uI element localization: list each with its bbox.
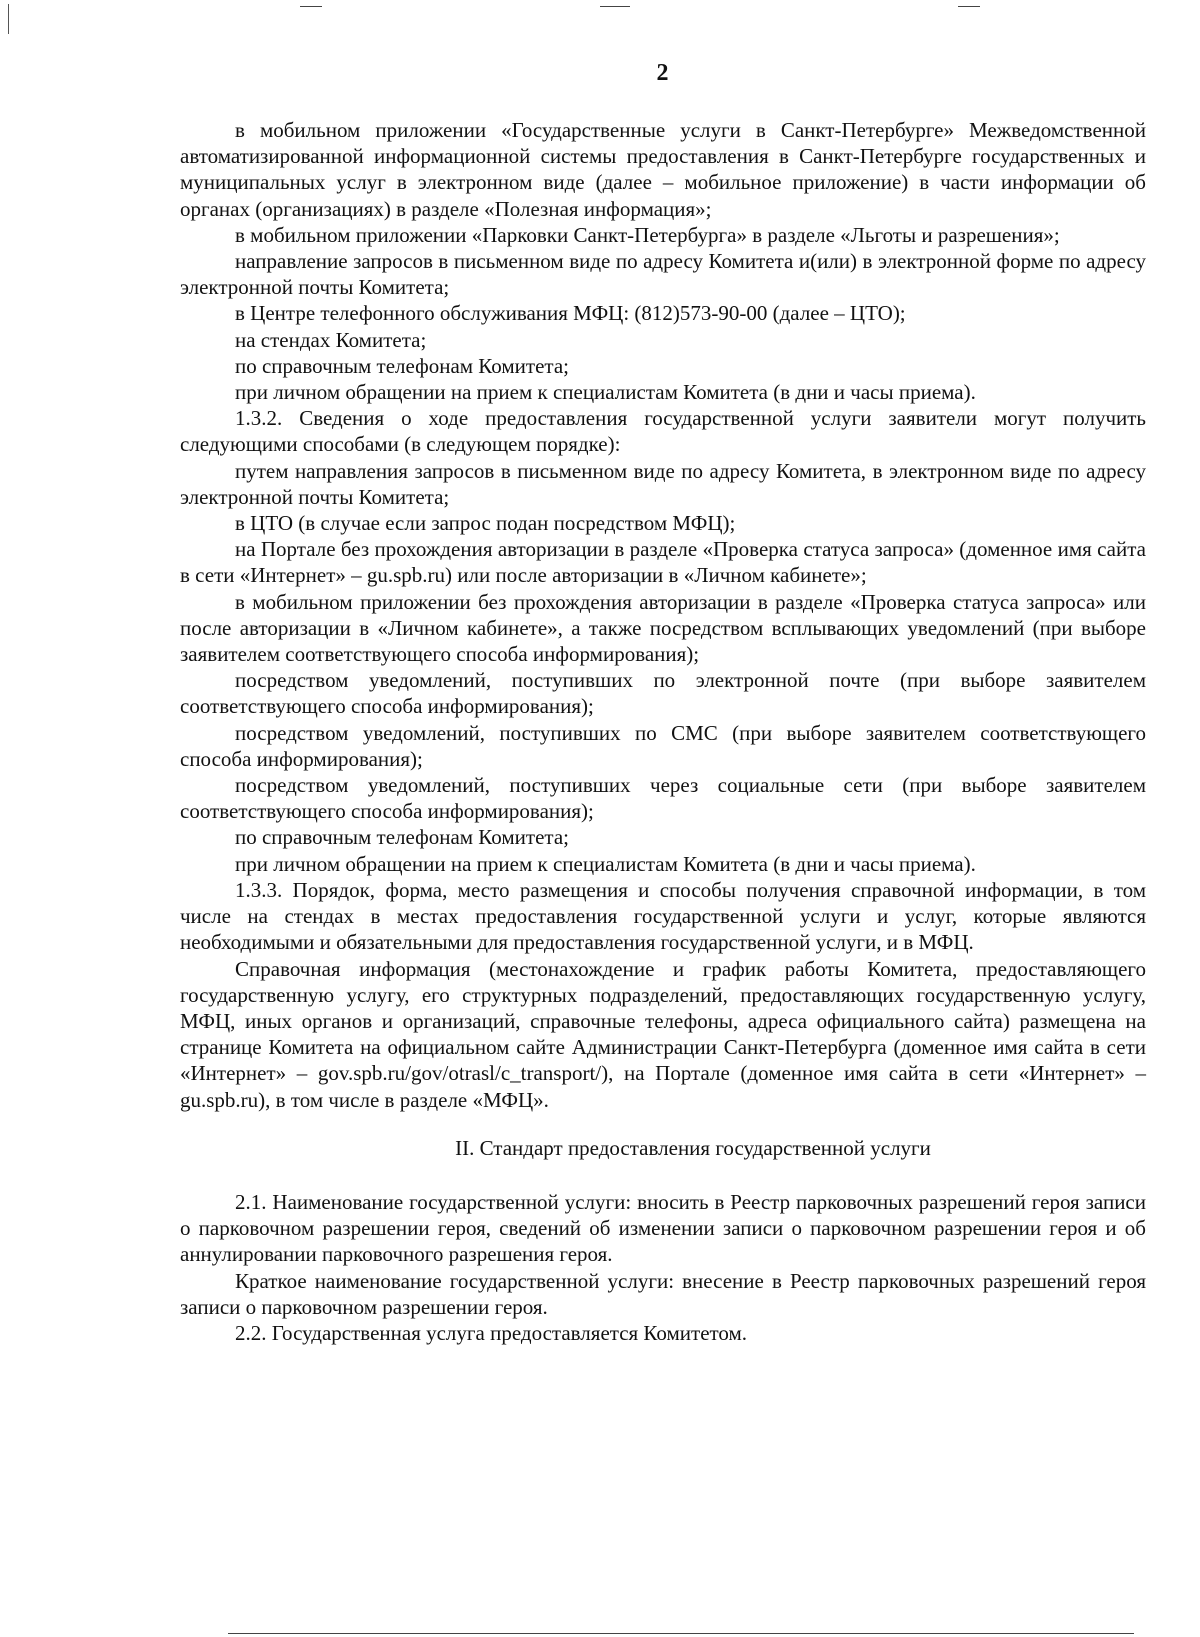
paragraph: по справочным телефонам Комитета; — [235, 825, 569, 850]
section-title: II. Стандарт предоставления государственной услуги — [455, 1135, 931, 1160]
paragraph: Справочная информация (местонахождение и график работы Комитета, предоставляющего государственную услугу, его структурных подразделений, предоставляющих государственную услугу, МФЦ, иных органов и организаций, справочные телефоны, адреса официального сайта) размещена на странице Комитета на официальном сайте Администрации Санкт-Петербурга (доменное имя сайта в сети «Интернет» – gov.spb.ru/gov/otrasl/c_transport/), на Портале (доменное имя сайта в сети «Интернет» – gu.spb.ru), в том числе в разделе «МФЦ». — [180, 956, 1146, 1112]
paragraph: по справочным телефонам Комитета; — [235, 353, 569, 378]
paragraph: 2.2. Государственная услуга предоставляется Комитетом. — [235, 1320, 748, 1345]
scan-edge-line — [8, 4, 9, 34]
paragraph: при личном обращении на прием к специалистам Комитета (в дни и часы приема). — [235, 851, 976, 876]
paragraph: 1.3.2. Сведения о ходе предоставления государственной услуги заявители могут получить следующими способами (в следующем порядке): — [180, 406, 1146, 457]
paragraph: на стендах Комитета; — [235, 327, 427, 352]
paragraph: в Центре телефонного обслуживания МФЦ: (812)573-90-00 (далее – ЦТО); — [235, 301, 906, 326]
paragraph: на Портале без прохождения авторизации в разделе «Проверка статуса запроса» (доменное имя сайта в сети «Интернет» – gu.spb.ru) или после авторизации в «Личном кабинете»; — [180, 537, 1146, 588]
scan-top-mark — [958, 6, 980, 7]
paragraph: 1.3.3. Порядок, форма, место размещения и способы получения справочной информации, в том числе на стендах в местах предоставления государственной услуги и услуг, которые являются необходимыми и обязательными для предоставления государственной услуги, и в МФЦ. — [180, 877, 1146, 955]
paragraph: направление запросов в письменном виде по адресу Комитета и(или) в электронной форме по адресу электронной почты Комитета; — [180, 249, 1146, 300]
paragraph: в мобильном приложении «Парковки Санкт-Петербурга» в разделе «Льготы и разрешения»; — [235, 222, 1060, 247]
scan-top-mark — [300, 6, 322, 7]
paragraph: Краткое наименование государственной услуги: внесение в Реестр парковочных разрешений героя записи о парковочном разрешении героя. — [180, 1268, 1146, 1319]
paragraph: при личном обращении на прием к специалистам Комитета (в дни и часы приема). — [235, 380, 976, 405]
page-number: 2 — [656, 60, 669, 86]
paragraph: 2.1. Наименование государственной услуги: вносить в Реестр парковочных разрешений героя записи о парковочном разрешении героя, сведений об изменении записи о парковочном разрешении героя и об аннулировании парковочного разрешения героя. — [180, 1189, 1146, 1267]
paragraph: в мобильном приложении без прохождения авторизации в разделе «Проверка статуса запроса» или после авторизации в «Личном кабинете», а также посредством всплывающих уведомлений (при выборе заявителем соответствующего способа информирования); — [180, 589, 1146, 667]
paragraph: путем направления запросов в письменном виде по адресу Комитета, в электронном виде по адресу электронной почты Комитета; — [180, 458, 1146, 509]
paragraph: в ЦТО (в случае если запрос подан посредством МФЦ); — [235, 511, 736, 536]
scan-top-mark — [600, 6, 630, 7]
document-body — [180, 117, 1146, 1346]
paragraph: посредством уведомлений, поступивших по СМС (при выборе заявителем соответствующего способа информирования); — [180, 720, 1146, 771]
scan-bottom-line — [228, 1633, 1134, 1634]
paragraph: посредством уведомлений, поступивших через социальные сети (при выборе заявителем соответствующего способа информирования); — [180, 773, 1146, 824]
paragraph: посредством уведомлений, поступивших по электронной почте (при выборе заявителем соответствующего способа информирования); — [180, 668, 1146, 719]
paragraph: в мобильном приложении «Государственные услуги в Санкт-Петербурге» Межведомственной автоматизированной информационной системы предоставления в Санкт-Петербурге государственных и муниципальных услуг в электронном виде (далее – мобильное приложение) в части информации об органах (организациях) в разделе «Полезная информация»; — [180, 118, 1146, 221]
